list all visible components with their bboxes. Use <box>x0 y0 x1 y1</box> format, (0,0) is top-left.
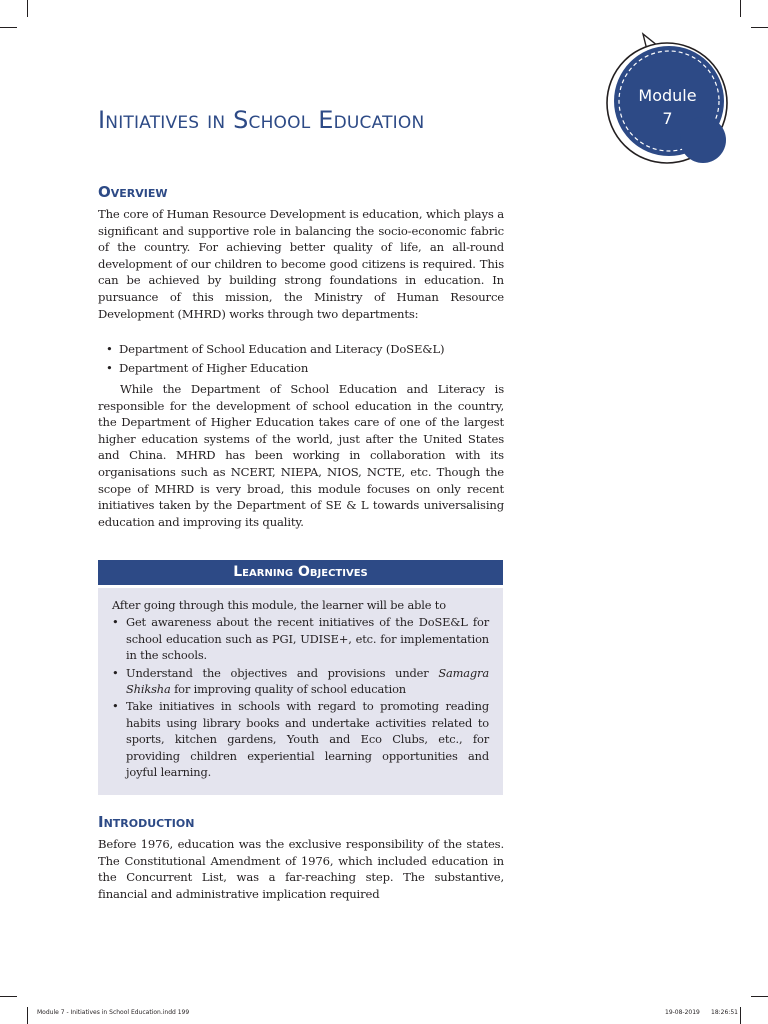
introduction-paragraph: Before 1976, education was the exclusive responsibility of the states. The Constitutional Amendment of 1976, which included education in the Concurrent List, was a far-reaching step. The substantive, financial and administrative implication required <box>98 837 504 901</box>
overview-heading: Overview <box>98 183 168 201</box>
list-item: • Department of School Education and Literacy (DoSE&L) <box>98 340 504 359</box>
crop-mark <box>0 996 17 997</box>
objective-text: for improving quality of school education <box>170 682 406 697</box>
crop-mark <box>0 27 17 28</box>
overview-paragraph-2: While the Department of School Education and Literacy is responsible for the development of school education in the country, the Department of Higher Education takes care of one of the largest higher education systems of the world, just after the United States and China. MHRD has been working in collaboration with its organisations such as NCERT, NIEPA, NIOS, NCTE, etc. Though the scope of MHRD is very broad, this module focuses on only recent initiatives taken by the Department of SE & L towards universalising education and improving its quality. <box>98 382 504 529</box>
crop-mark <box>740 1007 741 1024</box>
footer-date: 19-08-2019 <box>665 1009 700 1016</box>
crop-mark <box>740 0 741 17</box>
list-item <box>112 665 489 698</box>
learning-objectives-heading: Learning Objectives <box>98 560 503 585</box>
crop-mark <box>27 0 28 17</box>
objective-text: Understand the objectives and provisions under <box>126 665 439 680</box>
learning-objectives-list <box>112 614 489 780</box>
list-item: • Department of Higher Education <box>98 359 504 378</box>
footer-file-info: Module 7 - Initiatives in School Education.indd 199 <box>37 1009 190 1016</box>
overview-bullet-list <box>98 340 504 378</box>
crop-mark <box>27 1007 28 1024</box>
list-item: • Take initiatives in schools with regard to promoting reading habits using library books and undertake activities related to sports, kitchen gardens, Youth and Eco Clubs, etc., for providing children experiential learning opportunities and joyful learning. <box>112 698 489 780</box>
page-title: Initiatives in School Education <box>98 106 425 134</box>
learning-objectives-intro: After going through this module, the learner will be able to <box>112 598 446 612</box>
module-badge-number: 7 <box>662 109 673 128</box>
footer-time: 18:26:51 <box>711 1009 738 1016</box>
learning-objectives-box <box>98 588 503 795</box>
crop-mark <box>751 27 768 28</box>
overview-paragraph-1: The core of Human Resource Development is education, which plays a significant and supportive role in balancing the socio-economic fabric of the country. For achieving better quality of life, an all-round development of our children to become good citizens is required. This can be achieved by building strong foundations in education. In pursuance of this mission, the Ministry of Human Resource Development (MHRD) works through two departments: <box>98 207 504 321</box>
samagra-shiksha-term: Samagra Shiksha <box>126 665 489 697</box>
list-item: • Get awareness about the recent initiatives of the DoSE&L for school education such as PGI, UDISE+, etc. for implementation in the schools. <box>112 614 489 663</box>
crop-mark <box>751 996 768 997</box>
introduction-heading: Introduction <box>98 813 195 831</box>
module-badge-label: Module <box>638 86 697 105</box>
